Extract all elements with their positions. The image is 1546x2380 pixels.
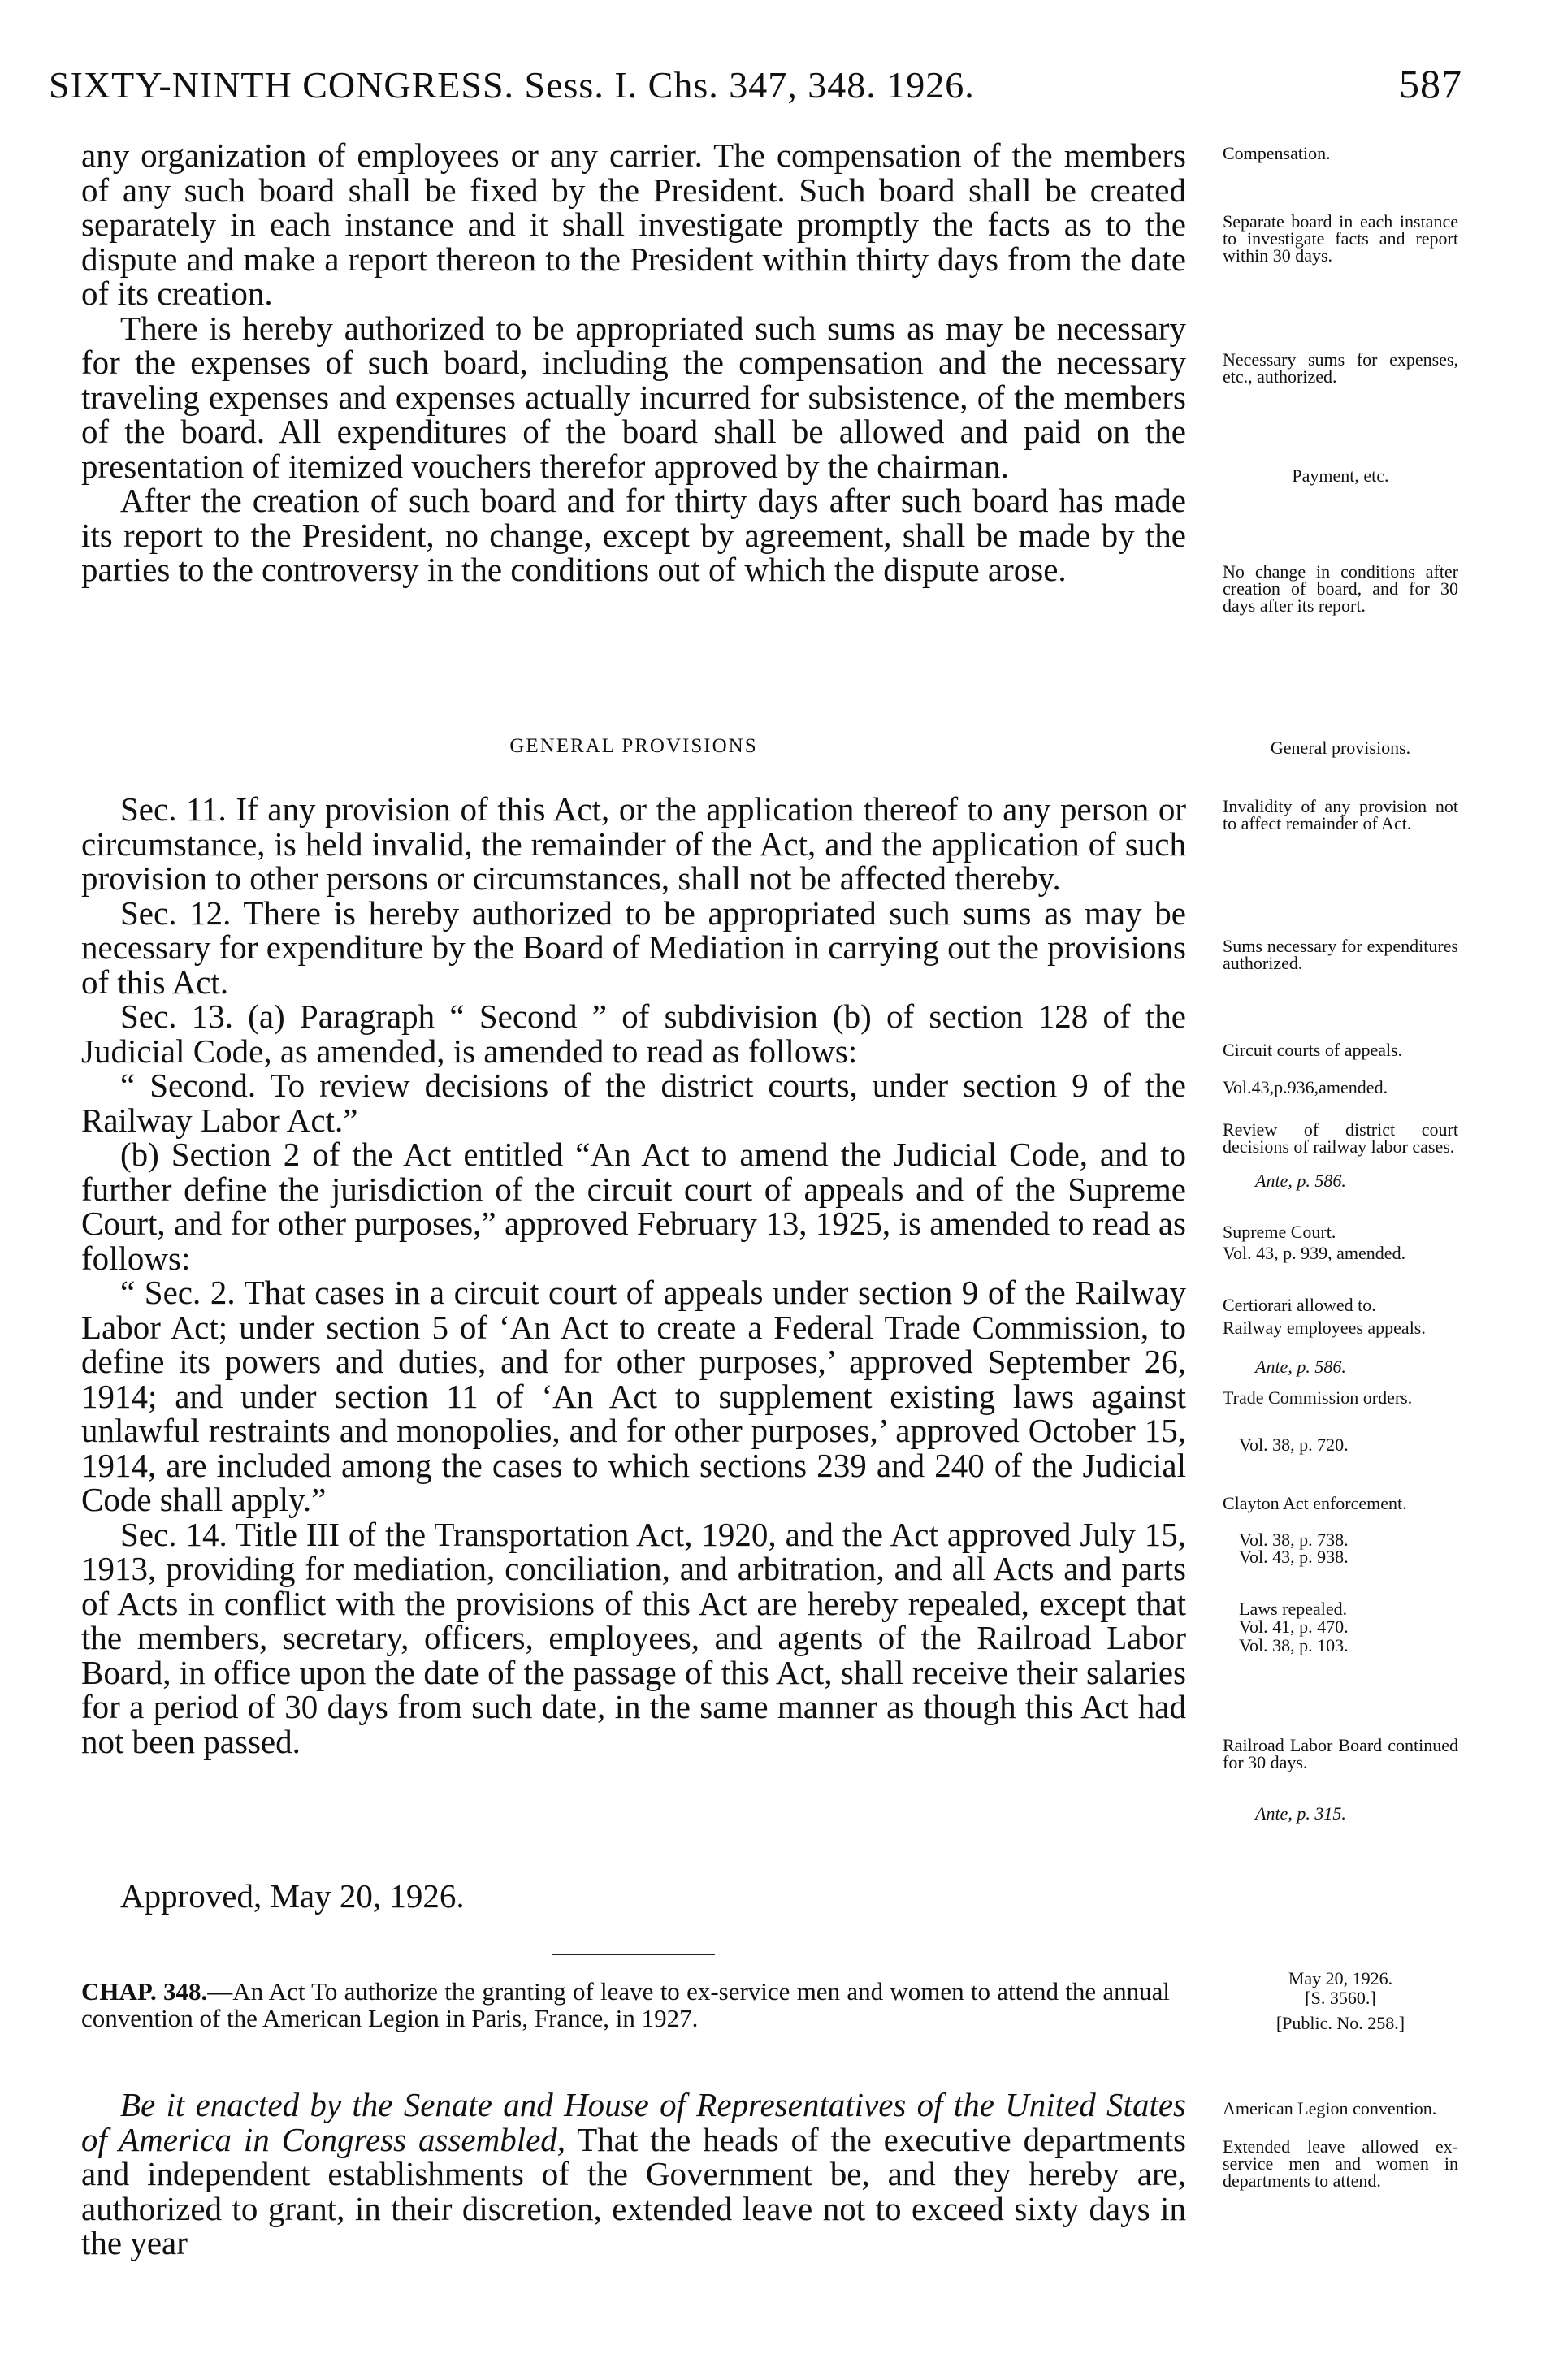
divider-rule: [552, 1954, 715, 1955]
margin-note-extended-leave: Extended leave allowed ex-service men and women in departments to attend.: [1223, 2136, 1458, 2191]
margin-note-vol38-103: Vol. 38, p. 103.: [1239, 1635, 1349, 1655]
margin-note-laws-repealed: Laws repealed.: [1239, 1599, 1348, 1619]
body-block-1: [81, 138, 1186, 587]
approved-line: Approved, May 20, 1926.: [120, 1877, 465, 1915]
paragraph-compensation: any organization of employees or any carrier. The compensation of the members of any such board shall be fixed by the President. Such board shall be created separately in each instance and it shall investigate promptly the facts as to the dispute and make a report thereon to the President within thirty days from the date of its creation.: [81, 136, 1186, 312]
margin-note-ante-586-b: Ante, p. 586.: [1255, 1357, 1346, 1377]
section-11: Sec. 11. If any provision of this Act, or the application thereof to any person or circumstance, is held invalid, the remainder of the Act, and the application of such provision to other persons or circumstances, shall not be affected thereby.: [81, 790, 1186, 897]
enacting-text: That the heads of the executive departments and independent establishments of the Government be, and they hereby are, authorized to grant, in their discretion, extended leave not to exceed sixty days in the year: [81, 2120, 1186, 2261]
section-12: Sec. 12. There is hereby authorized to be appropriated such sums as may be necessary for expenditure by the Board of Mediation in carrying out the provisions of this Act.: [81, 894, 1186, 1001]
margin-note-vol38-738: Vol. 38, p. 738.: [1239, 1530, 1349, 1550]
margin-note-review: Review of district court decisions of railway labor cases.: [1223, 1119, 1458, 1157]
running-head: [49, 63, 1462, 112]
margin-note-clayton: Clayton Act enforcement.: [1223, 1493, 1407, 1513]
chapter-348-caption: [81, 1978, 1170, 2032]
paragraph-appropriation: There is hereby authorized to be appropriated such sums as may be necessary for the expenses of such board, including the compensation and the necessary traveling expenses and expenses actually incurred for subsistence, of the members of the board. All expenditures of the board shall be allowed and paid on the presentation of itemized vouchers therefor approved by the chairman.: [81, 309, 1186, 485]
chapter-title: —An Act To authorize the granting of leave to ex-service men and women to attend the annual convention of the American Legion in Paris, France, in 1927.: [81, 1977, 1171, 2032]
section-14: Sec. 14. Title III of the Transportation Act, 1920, and the Act approved July 15, 1913, providing for mediation, conciliation, and arbitration, and all Acts and parts of Acts in conflict with the provisions of this Act are hereby repealed, except that the members, secretary, officers, employees, and agents of the Railroad Labor Board, in office upon the date of the passage of this Act, shall receive their salaries for a period of 30 days from such date, in the same manner as though this Act had not been passed.: [81, 1515, 1186, 1760]
section-13b-quote: “ Sec. 2. That cases in a circuit court of appeals under section 9 of the Railway Labor Act; under section 5 of ‘An Act to create a Federal Trade Commission, to define its powers and duties, and for other purposes,’ approved September 26, 1914; and under section 11 of ‘An Act to supplement existing laws against unlawful restraints and monopolies, and for other purposes,’ approved October 15, 1914, are included among the cases to which sections 239 and 240 of the Judicial Code shall apply.”: [81, 1274, 1186, 1518]
chapter-bill-number: [S. 3560.]: [1305, 1988, 1376, 2008]
margin-note-circuit-courts: Circuit courts of appeals.: [1223, 1040, 1403, 1060]
section-13a-quote: “ Second. To review decisions of the district courts, under section 9 of the Railway Labor Act.”: [81, 1067, 1186, 1139]
margin-note-trade-commission: Trade Commission orders.: [1223, 1387, 1413, 1408]
margin-note-railway-employees: Railway employees appeals.: [1223, 1318, 1426, 1338]
margin-note-vol43-939: Vol. 43, p. 939, amended.: [1223, 1243, 1406, 1263]
margin-note-general: General provisions.: [1270, 738, 1411, 758]
margin-note-vol43-936: Vol.43,p.936,amended.: [1223, 1077, 1388, 1097]
margin-note-vol41-470: Vol. 41, p. 470.: [1239, 1616, 1349, 1637]
margin-note-supreme-court: Supreme Court.: [1223, 1222, 1336, 1242]
margin-note-certiorari: Certiorari allowed to.: [1223, 1295, 1376, 1315]
body-block-2: [81, 792, 1186, 1759]
section-heading-general-provisions: GENERAL PROVISIONS: [509, 735, 758, 757]
page-number: 587: [1399, 61, 1462, 106]
margin-note-railroad-board: Railroad Labor Board continued for 30 days.: [1223, 1735, 1458, 1772]
enacting-formula: Be it enacted by the Senate and House of Representatives of the United States of America in Congress assembled,: [81, 2086, 1186, 2158]
margin-note-ante-586-a: Ante, p. 586.: [1255, 1171, 1346, 1191]
paragraph-no-change: After the creation of such board and for thirty days after such board has made its report to the President, no change, except by agreement, shall be made by the parties to the controversy in the conditions out of which the dispute arose.: [81, 482, 1186, 588]
margin-note-no-change: No change in conditions after creation of board, and for 30 days after its report.: [1223, 561, 1458, 616]
margin-note-american-legion: American Legion convention.: [1223, 2098, 1437, 2118]
running-head-title: SIXTY-NINTH CONGRESS. Sess. I. Chs. 347, 348. 1926.: [49, 64, 975, 106]
margin-note-payment: Payment, etc.: [1292, 465, 1389, 486]
enacting-clause: [81, 2088, 1186, 2261]
margin-note-invalidity: Invalidity of any provision not to affect remainder of Act.: [1223, 796, 1458, 833]
margin-note-sums-necessary: Sums necessary for expenditures authorized.: [1223, 936, 1458, 973]
margin-note-compensation: Compensation.: [1223, 143, 1331, 163]
margin-note-separate-board: Separate board in each instance to investigate facts and report within 30 days.: [1223, 211, 1458, 266]
margin-note-ante-315: Ante, p. 315.: [1255, 1803, 1346, 1824]
chapter-label: CHAP. 348.: [81, 1977, 208, 2006]
margin-note-necessary-sums: Necessary sums for expenses, etc., authorized.: [1223, 349, 1458, 387]
chapter-public-number: [Public. No. 258.]: [1275, 2013, 1405, 2033]
section-13b: (b) Section 2 of the Act entitled “An Act to amend the Judicial Code, and to further define the jurisdiction of the circuit court of appeals and of the Supreme Court, and for other purposes,” approved February 13, 1925, is amended to read as follows:: [81, 1136, 1186, 1277]
margin-note-vol43-938: Vol. 43, p. 938.: [1239, 1547, 1349, 1567]
margin-note-vol38-720: Vol. 38, p. 720.: [1239, 1434, 1349, 1455]
chapter-date: May 20, 1926.: [1288, 1968, 1393, 1988]
section-13a: Sec. 13. (a) Paragraph “ Second ” of subdivision (b) of section 128 of the Judicial Code, as amended, is amended to read as follows:: [81, 997, 1186, 1070]
